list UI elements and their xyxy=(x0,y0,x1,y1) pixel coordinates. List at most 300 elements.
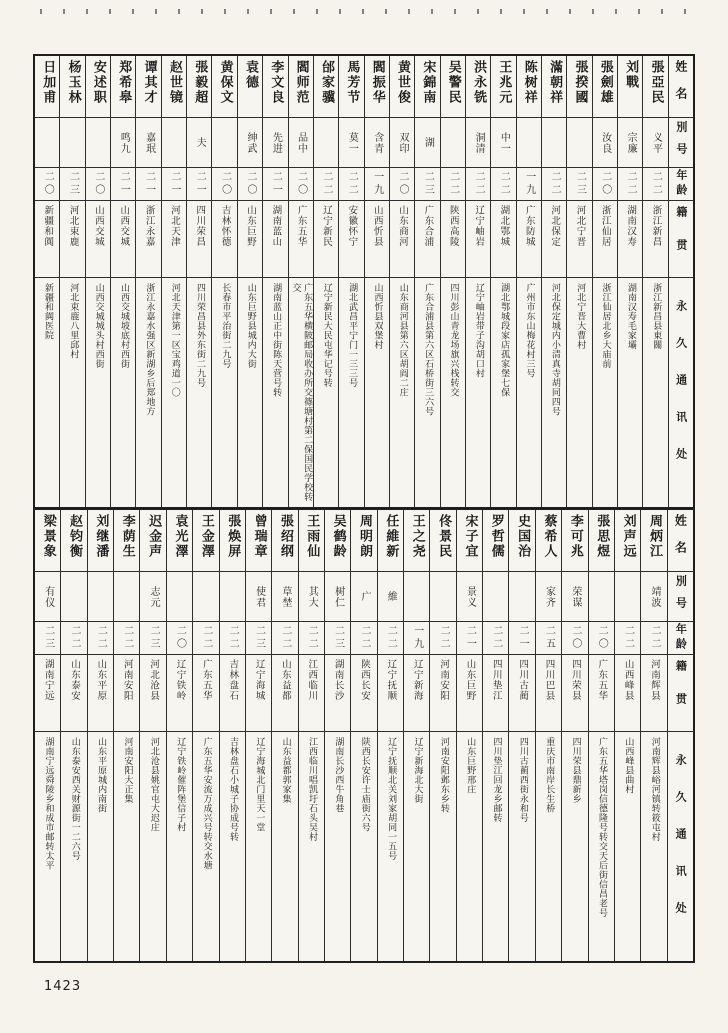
person-address: 四川彭山青龙场旗兴栈转交 xyxy=(448,283,459,397)
person-origin: 广东五华 xyxy=(589,655,614,732)
person-column xyxy=(440,56,465,507)
person-alt-name: 使君 xyxy=(246,572,271,622)
person-address: 浙江仙居北乡大庙前 xyxy=(600,283,611,369)
person-alt-name xyxy=(441,118,465,168)
person-column xyxy=(166,510,192,961)
person-alt-name xyxy=(517,118,541,168)
person-address: 山西忻县双堡村 xyxy=(372,283,383,350)
person-origin: 陕西长安 xyxy=(351,655,376,732)
person-name: 吴鹤龄 xyxy=(325,510,350,572)
person-column xyxy=(516,56,541,507)
person-address: 吉林盘石小城子协成号转 xyxy=(227,737,238,842)
person-column xyxy=(245,510,271,961)
person-alt-name xyxy=(167,572,192,622)
person-alt-name xyxy=(509,572,534,622)
person-column xyxy=(139,510,165,961)
person-name: 日加甫 xyxy=(35,56,59,118)
person-age: 二二 xyxy=(88,622,113,655)
column-header: 姓名 xyxy=(668,510,693,572)
person-origin: 四川古蔺 xyxy=(509,655,534,732)
person-age: 二一 xyxy=(136,168,160,201)
person-column xyxy=(298,510,324,961)
person-origin: 辽宁新民 xyxy=(314,201,338,278)
person-column xyxy=(219,510,245,961)
person-age: 二〇 xyxy=(35,168,59,201)
person-age: 二二 xyxy=(61,622,86,655)
person-age: 二〇 xyxy=(86,168,110,201)
column-header: 永久通讯处 xyxy=(674,300,688,485)
person-age: 二二 xyxy=(193,622,218,655)
person-address: 四川荣县鼎新乡 xyxy=(570,737,581,804)
person-column xyxy=(271,510,297,961)
person-name: 王之尧 xyxy=(404,510,429,572)
person-name: 王兆元 xyxy=(491,56,515,118)
person-alt-name xyxy=(483,572,508,622)
person-alt-name: 含青 xyxy=(365,118,389,168)
person-alt-name xyxy=(35,118,59,168)
person-age: 二三 xyxy=(567,168,591,201)
person-name: 安述职 xyxy=(86,56,110,118)
person-age: 二二 xyxy=(643,168,667,201)
person-origin: 广东防城 xyxy=(517,201,541,278)
person-name: 佟景民 xyxy=(430,510,455,572)
person-address: 江西临川唱凯圩石头吴村 xyxy=(307,737,318,842)
person-address: 辽宁海城北门里天一堂 xyxy=(254,737,265,832)
person-age: 二〇 xyxy=(238,168,262,201)
person-age: 二二 xyxy=(641,622,666,655)
person-column xyxy=(192,510,218,961)
person-origin: 湖南蓝山 xyxy=(263,201,287,278)
person-name: 洪永铣 xyxy=(466,56,490,118)
person-origin: 河北天津 xyxy=(162,201,186,278)
person-address: 河北保定城内小清真寺胡同四号 xyxy=(549,283,560,416)
person-column xyxy=(561,510,587,961)
person-column xyxy=(541,56,566,507)
person-origin: 浙江新昌 xyxy=(643,201,667,278)
person-alt-name: 洞清 xyxy=(466,118,490,168)
person-name: 張亞民 xyxy=(643,56,667,118)
person-age: 二二 xyxy=(314,168,338,201)
person-origin: 河南安阳 xyxy=(430,655,455,732)
person-age: 二二 xyxy=(299,622,324,655)
person-alt-name xyxy=(88,572,113,622)
person-alt-name: 品中 xyxy=(289,118,313,168)
person-name: 黄世俊 xyxy=(390,56,414,118)
binding-tick-marks xyxy=(40,9,688,14)
person-age: 二〇 xyxy=(589,622,614,655)
directory-table xyxy=(33,54,695,963)
person-alt-name: 志元 xyxy=(140,572,165,622)
person-name: 袁德 xyxy=(238,56,262,118)
person-origin: 吉林盘石 xyxy=(220,655,245,732)
person-alt-name: 荣谋 xyxy=(562,572,587,622)
person-column xyxy=(403,510,429,961)
person-name: 張思煜 xyxy=(589,510,614,572)
person-alt-name: 夫 xyxy=(187,118,211,168)
person-alt-name xyxy=(114,572,139,622)
person-column xyxy=(113,510,139,961)
person-alt-name: 义平 xyxy=(643,118,667,168)
person-address: 山东平原城内南街 xyxy=(96,737,107,813)
person-age: 二〇 xyxy=(390,168,414,201)
person-name: 袁光澤 xyxy=(167,510,192,572)
column-header: 年龄 xyxy=(669,168,693,201)
person-origin: 辽宁新海 xyxy=(404,655,429,732)
person-age: 二二 xyxy=(615,622,640,655)
column-header: 籍贯 xyxy=(669,201,693,278)
person-address: 湖南汉寿毛家壩 xyxy=(625,283,636,350)
person-origin: 山东益都 xyxy=(272,655,297,732)
person-alt-name: 汝良 xyxy=(593,118,617,168)
person-origin: 广东五华 xyxy=(193,655,218,732)
person-age: 二一 xyxy=(162,168,186,201)
person-name: 梁景象 xyxy=(35,510,60,572)
person-age: 二二 xyxy=(483,622,508,655)
person-name: 黄保文 xyxy=(212,56,236,118)
person-origin: 河北沧县 xyxy=(140,655,165,732)
person-age: 二一 xyxy=(457,622,482,655)
person-column xyxy=(456,510,482,961)
person-origin: 湖南长沙 xyxy=(325,655,350,732)
person-age: 二二 xyxy=(441,168,465,201)
person-address: 广东五华横陂邮局收办所交篠塘村第二保国民学校转交 xyxy=(290,283,313,502)
person-address: 山西交城坡底村西街 xyxy=(119,283,130,369)
person-alt-name: 有仪 xyxy=(35,572,60,622)
person-origin: 山东巨野 xyxy=(238,201,262,278)
person-age: 二二 xyxy=(466,168,490,201)
person-address: 浙江新昌县東關 xyxy=(651,283,662,350)
person-origin: 四川垫江 xyxy=(483,655,508,732)
person-address: 河南辉县峪河镇转筱屯村 xyxy=(649,737,660,842)
person-name: 杨玉林 xyxy=(60,56,84,118)
person-origin: 江西临川 xyxy=(299,655,324,732)
person-origin: 湖北鄂城 xyxy=(491,201,515,278)
person-column xyxy=(429,510,455,961)
person-alt-name: 家齐 xyxy=(536,572,561,622)
person-address: 广东五华安流万成兴号转交水塘 xyxy=(201,737,212,870)
person-origin: 山东商河 xyxy=(390,201,414,278)
person-name: 宋錦南 xyxy=(415,56,439,118)
person-address: 辽宁新海北大街 xyxy=(412,737,423,804)
person-age: 二二 xyxy=(542,168,566,201)
person-name: 周炳江 xyxy=(641,510,666,572)
person-address: 湖南宁远舜陵乡和成市邮转太平 xyxy=(43,737,54,870)
person-origin: 山西交城 xyxy=(111,201,135,278)
person-address: 广东五华塔岗信德隆号转交天后街信昌老号 xyxy=(596,737,607,918)
person-alt-name xyxy=(212,118,236,168)
person-name: 閻振华 xyxy=(365,56,389,118)
person-origin: 辽宁抚顺 xyxy=(378,655,403,732)
person-age: 二三 xyxy=(140,622,165,655)
person-name: 任維新 xyxy=(378,510,403,572)
person-origin: 河南安阳 xyxy=(114,655,139,732)
person-age: 二一 xyxy=(111,168,135,201)
person-address: 山西峰县曲村 xyxy=(623,737,634,794)
person-origin: 山东泰安 xyxy=(61,655,86,732)
person-name: 郑希皋 xyxy=(111,56,135,118)
person-name: 谭其才 xyxy=(136,56,160,118)
person-origin: 湖南宁远 xyxy=(35,655,60,732)
person-name: 刘继潘 xyxy=(88,510,113,572)
column-header: 永久通讯处 xyxy=(674,754,688,939)
person-column xyxy=(60,510,86,961)
person-column xyxy=(350,510,376,961)
person-column xyxy=(535,510,561,961)
person-age: 二〇 xyxy=(562,622,587,655)
person-age: 二一 xyxy=(263,168,287,201)
person-column xyxy=(490,56,515,507)
person-column xyxy=(508,510,534,961)
person-name: 張劍雄 xyxy=(593,56,617,118)
person-age: 二〇 xyxy=(212,168,236,201)
person-address: 山东巨野县城内大街 xyxy=(245,283,256,369)
person-alt-name xyxy=(430,572,455,622)
person-origin: 河北保定 xyxy=(542,201,566,278)
person-age: 二三 xyxy=(415,168,439,201)
person-origin: 广东五华 xyxy=(289,201,313,278)
person-column xyxy=(59,56,84,507)
column-header: 別号 xyxy=(669,118,693,168)
person-name: 閻师范 xyxy=(289,56,313,118)
person-address: 河南安阳大正集 xyxy=(122,737,133,804)
person-alt-name xyxy=(162,118,186,168)
person-column xyxy=(617,56,642,507)
person-origin: 河南辉县 xyxy=(641,655,666,732)
person-alt-name: 莫一 xyxy=(339,118,363,168)
person-column xyxy=(588,510,614,961)
person-alt-name: 宗廉 xyxy=(618,118,642,168)
person-name: 赵世镜 xyxy=(162,56,186,118)
person-column xyxy=(288,56,313,507)
person-address: 山东巨野邢庄 xyxy=(465,737,476,794)
person-column xyxy=(262,56,287,507)
person-origin: 新疆和阗 xyxy=(35,201,59,278)
person-alt-name xyxy=(61,572,86,622)
person-origin: 广东合浦 xyxy=(415,201,439,278)
person-age: 一九 xyxy=(517,168,541,201)
person-alt-name: 草埜 xyxy=(272,572,297,622)
person-name: 馬芳节 xyxy=(339,56,363,118)
person-address: 湖南长沙西牛角巷 xyxy=(333,737,344,813)
person-origin: 山西峰县 xyxy=(615,655,640,732)
person-column xyxy=(313,56,338,507)
person-column xyxy=(364,56,389,507)
person-age: 二〇 xyxy=(593,168,617,201)
person-column xyxy=(211,56,236,507)
person-address: 河北沧县姚官屯大迟庄 xyxy=(148,737,159,832)
person-alt-name xyxy=(220,572,245,622)
person-alt-name xyxy=(542,118,566,168)
person-age: 二三 xyxy=(246,622,271,655)
person-alt-name xyxy=(404,572,429,622)
person-address: 辽宁岫岩带子沟胡口村 xyxy=(473,283,484,378)
person-alt-name: 其大 xyxy=(299,572,324,622)
person-age: 二三 xyxy=(35,622,60,655)
person-column xyxy=(465,56,490,507)
person-origin: 河北宁晋 xyxy=(567,201,591,278)
person-column xyxy=(87,510,113,961)
person-address: 辽宁新民大民屯华记号转 xyxy=(321,283,332,388)
person-name: 李文良 xyxy=(263,56,287,118)
person-age: 二一 xyxy=(509,622,534,655)
person-column xyxy=(566,56,591,507)
person-alt-name: 中一 xyxy=(491,118,515,168)
person-address: 长春市平治街二九号 xyxy=(220,283,231,369)
person-alt-name: 广 xyxy=(351,572,376,622)
person-age: 二〇 xyxy=(289,168,313,201)
person-alt-name xyxy=(86,118,110,168)
header-column xyxy=(667,510,693,961)
person-name: 周明朗 xyxy=(351,510,376,572)
person-alt-name: 树仁 xyxy=(325,572,350,622)
person-origin: 浙江仙居 xyxy=(593,201,617,278)
person-name: 吴警民 xyxy=(441,56,465,118)
person-column xyxy=(482,510,508,961)
person-name: 罗哲儒 xyxy=(483,510,508,572)
column-header: 籍贯 xyxy=(668,655,693,732)
person-address: 四川古蔺西街永和号 xyxy=(517,737,528,823)
person-address: 河南安阳邺东乡转 xyxy=(438,737,449,813)
person-column xyxy=(135,56,160,507)
person-address: 四川荣昌县外东街二九号 xyxy=(195,283,206,388)
person-name: 張焕屏 xyxy=(220,510,245,572)
table-section-top xyxy=(35,56,693,507)
person-name: 邰家骥 xyxy=(314,56,338,118)
person-age: 二二 xyxy=(339,168,363,201)
person-address: 湖北鄂城段家店孤家堡七保 xyxy=(499,283,510,397)
person-address: 新疆和阗医院 xyxy=(42,283,53,340)
person-address: 山东益都郭家集 xyxy=(280,737,291,804)
person-name: 王雨仙 xyxy=(299,510,324,572)
person-alt-name: 鸣九 xyxy=(111,118,135,168)
person-address: 河北宁晋大曹村 xyxy=(575,283,586,350)
person-origin: 吉林怀德 xyxy=(212,201,236,278)
person-alt-name: 先进 xyxy=(263,118,287,168)
person-age: 二三 xyxy=(325,622,350,655)
person-column xyxy=(110,56,135,507)
person-alt-name: 靖波 xyxy=(641,572,666,622)
person-name: 曾瑞章 xyxy=(246,510,271,572)
person-column xyxy=(414,56,439,507)
person-name: 迟金声 xyxy=(140,510,165,572)
person-alt-name: 湖 xyxy=(415,118,439,168)
person-name: 張揆國 xyxy=(567,56,591,118)
person-origin: 浙江永嘉 xyxy=(136,201,160,278)
person-alt-name xyxy=(589,572,614,622)
person-address: 湖南蓝山正中街陈天营号转 xyxy=(271,283,282,397)
column-header: 姓名 xyxy=(669,56,693,118)
person-origin: 辽宁岫岩 xyxy=(466,201,490,278)
table-section-bottom xyxy=(35,507,693,961)
person-address: 浙江永嘉水强区新湖乡后郑地方 xyxy=(144,283,155,416)
person-origin: 山东平原 xyxy=(88,655,113,732)
person-name: 蔡希人 xyxy=(536,510,561,572)
person-origin: 四川巴县 xyxy=(536,655,561,732)
person-origin: 山西交城 xyxy=(86,201,110,278)
person-address: 重庆市南岸长生桥 xyxy=(544,737,555,813)
person-alt-name xyxy=(314,118,338,168)
person-column xyxy=(640,510,666,961)
person-origin: 陕西高陵 xyxy=(441,201,465,278)
person-address: 山东商河县第六区胡阎二庄 xyxy=(397,283,408,397)
person-alt-name: 景义 xyxy=(457,572,482,622)
person-age: 二二 xyxy=(220,622,245,655)
person-origin: 山东巨野 xyxy=(457,655,482,732)
person-name: 刘戰 xyxy=(618,56,642,118)
person-age: 一九 xyxy=(365,168,389,201)
person-age: 二二 xyxy=(491,168,515,201)
person-address: 山东泰安西关财源街一二六号 xyxy=(69,737,80,861)
person-origin: 辽宁海城 xyxy=(246,655,271,732)
person-age: 二〇 xyxy=(167,622,192,655)
person-origin: 辽宁铁岭 xyxy=(167,655,192,732)
person-column xyxy=(186,56,211,507)
person-alt-name: 绅武 xyxy=(238,118,262,168)
person-address: 四川垫江回龙乡邮转 xyxy=(491,737,502,823)
person-age: 二一 xyxy=(187,168,211,201)
person-address: 湖北武昌平宁门一三三号 xyxy=(347,283,358,388)
person-column xyxy=(338,56,363,507)
person-age: 一九 xyxy=(404,622,429,655)
person-alt-name xyxy=(567,118,591,168)
person-age: 二二 xyxy=(378,622,403,655)
person-address: 辽宁抚顺北关刘家胡同一五号 xyxy=(386,737,397,861)
person-column xyxy=(592,56,617,507)
person-name: 赵钧衡 xyxy=(61,510,86,572)
person-column xyxy=(389,56,414,507)
person-age: 二二 xyxy=(430,622,455,655)
person-name: 張毅超 xyxy=(187,56,211,118)
person-name: 宋子宜 xyxy=(457,510,482,572)
person-column xyxy=(85,56,110,507)
person-alt-name: 双印 xyxy=(390,118,414,168)
person-column xyxy=(237,56,262,507)
person-address: 广州市东山梅花村三号 xyxy=(524,283,535,378)
person-column xyxy=(324,510,350,961)
person-column xyxy=(614,510,640,961)
person-name: 李荫生 xyxy=(114,510,139,572)
person-column xyxy=(35,56,59,507)
person-column xyxy=(377,510,403,961)
person-address: 山西交城城头村西街 xyxy=(93,283,104,369)
person-age: 二三 xyxy=(60,168,84,201)
person-address: 河北束鹿八里邱村 xyxy=(68,283,79,359)
person-origin: 安徽怀宁 xyxy=(339,201,363,278)
column-header: 別号 xyxy=(668,572,693,622)
person-origin: 四川荣县 xyxy=(562,655,587,732)
person-name: 王金澤 xyxy=(193,510,218,572)
person-name: 刘声远 xyxy=(615,510,640,572)
person-age: 二五 xyxy=(536,622,561,655)
person-column xyxy=(642,56,667,507)
person-age: 二二 xyxy=(351,622,376,655)
person-alt-name: 維 xyxy=(378,572,403,622)
person-column xyxy=(35,510,60,961)
person-address: 辽宁铁岭催阵堡信子村 xyxy=(175,737,186,832)
person-name: 陈树祥 xyxy=(517,56,541,118)
person-origin: 山西忻县 xyxy=(365,201,389,278)
person-alt-name xyxy=(615,572,640,622)
person-origin: 湖南汉寿 xyxy=(618,201,642,278)
person-name: 史国治 xyxy=(509,510,534,572)
person-alt-name: 嘉珉 xyxy=(136,118,160,168)
page xyxy=(0,9,728,994)
person-address: 陕西长安许士庙街六号 xyxy=(359,737,370,832)
column-header: 年龄 xyxy=(668,622,693,655)
person-address: 河北天津第一区宝鸡道一〇 xyxy=(169,283,180,397)
person-age: 二二 xyxy=(618,168,642,201)
person-name: 滿朝祥 xyxy=(542,56,566,118)
